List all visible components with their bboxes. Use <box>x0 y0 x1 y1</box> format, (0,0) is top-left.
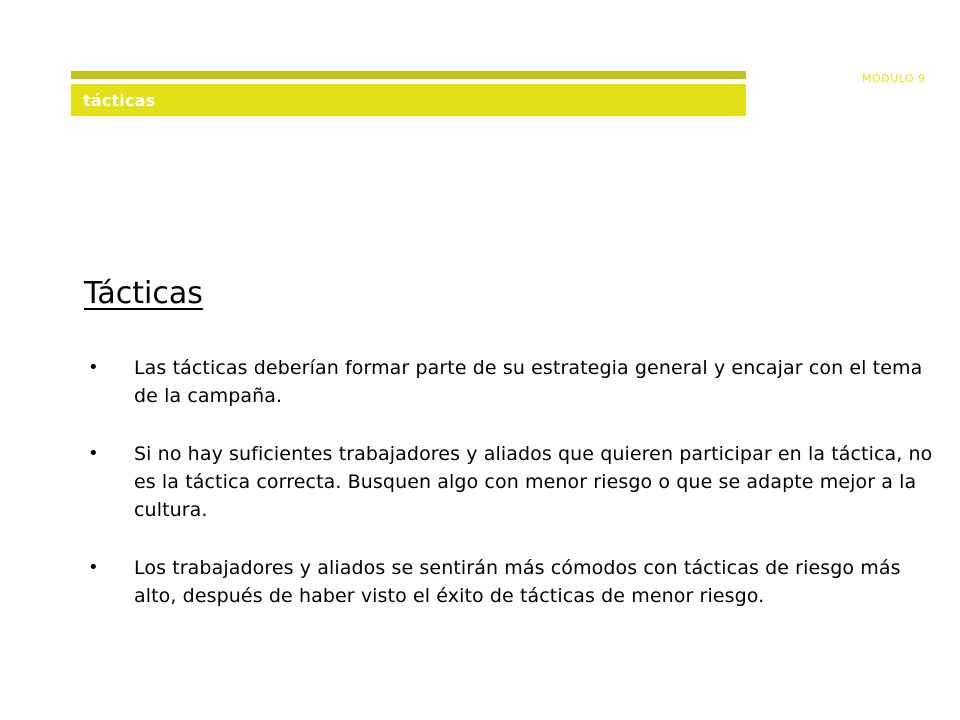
module-label: MÓDULO 9 <box>862 72 926 85</box>
header-top-bar <box>71 71 746 79</box>
bullet-item <box>84 554 944 610</box>
section-header-band <box>71 84 746 116</box>
bullet-icon: • <box>88 443 99 464</box>
bullet-item <box>84 440 944 524</box>
bullet-icon: • <box>88 357 99 378</box>
bullet-icon: • <box>88 557 99 578</box>
bullet-text: Si no hay suficientes trabajadores y aliados que quieren participar en la táctica, no es la táctica correcta. Busquen algo con menor riesgo o que se adapte mejor a la cultura. <box>134 443 933 521</box>
section-label: tácticas <box>83 90 156 110</box>
bullet-text: Las tácticas deberían formar parte de su estrategia general y encajar con el tema de la campaña. <box>134 357 923 407</box>
bullet-text: Los trabajadores y aliados se sentirán más cómodos con tácticas de riesgo más alto, después de haber visto el éxito de tácticas de menor riesgo. <box>134 557 901 607</box>
bullet-item <box>84 354 944 410</box>
bullet-list <box>84 354 944 640</box>
slide-title: Tácticas <box>84 276 203 311</box>
